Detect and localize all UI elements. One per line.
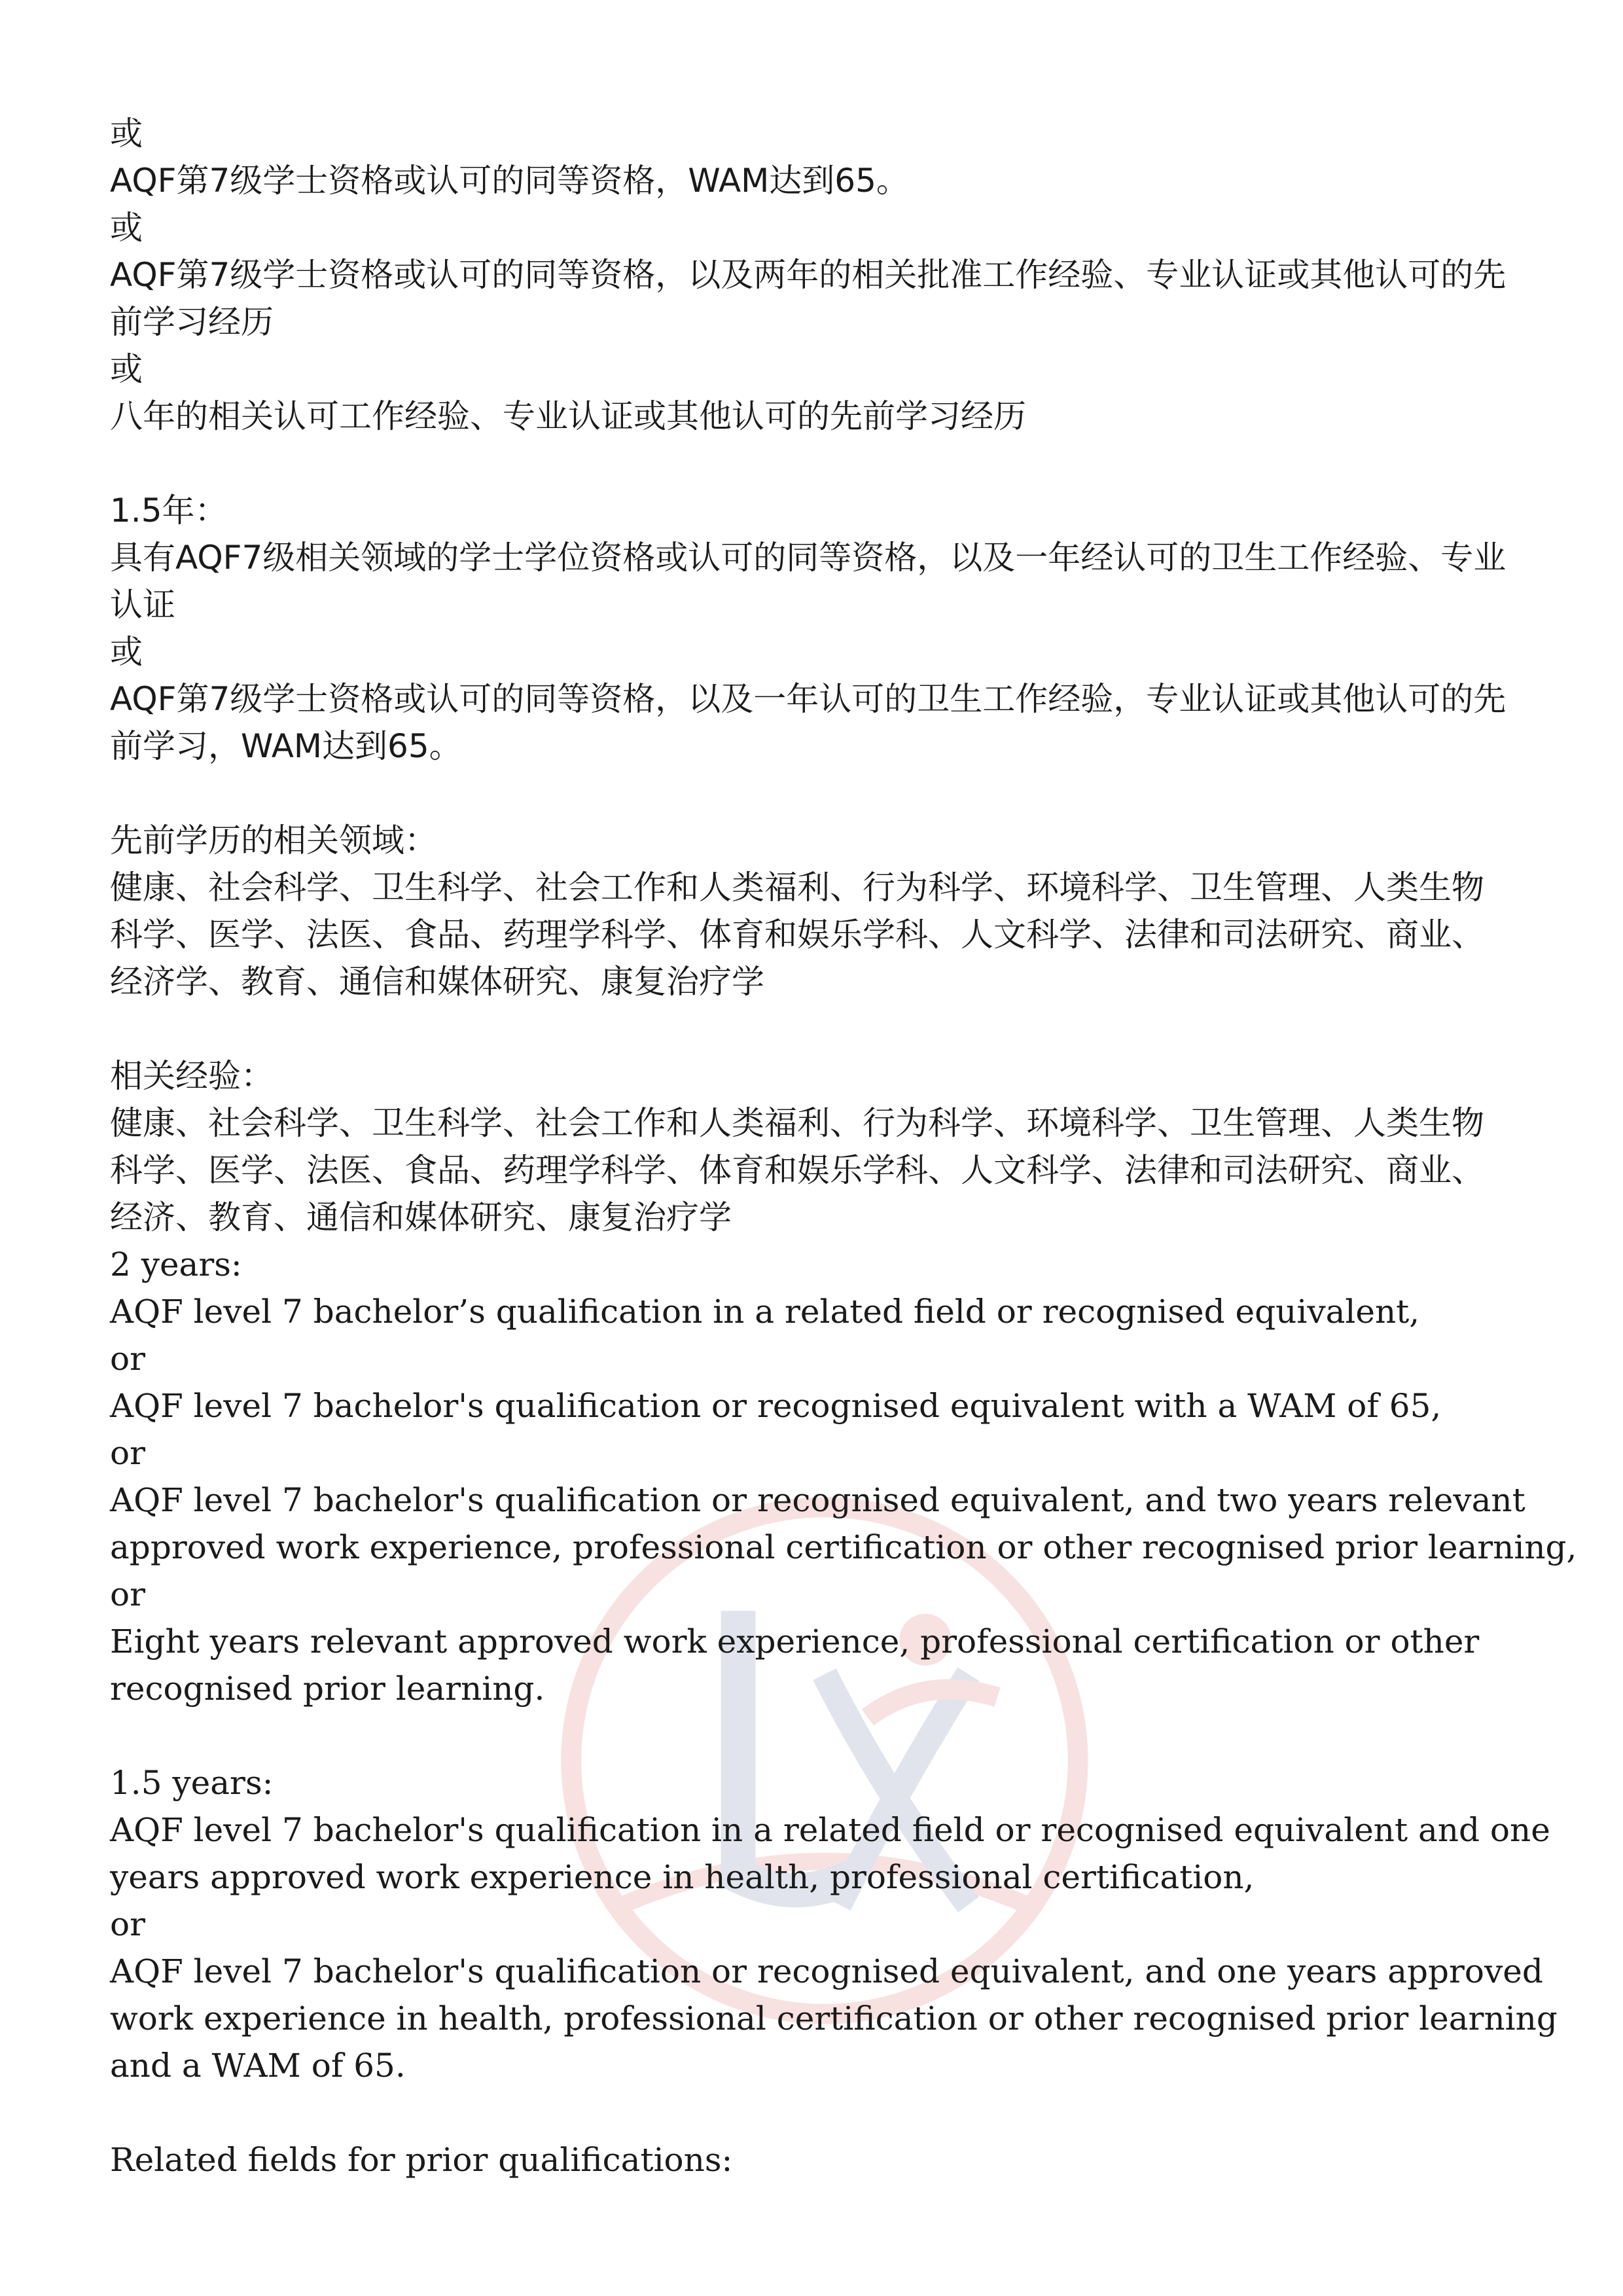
text-line: AQF level 7 bachelor's qualification or recognised equivalent, and two years relevant	[110, 1481, 1525, 1519]
text-line: 或	[110, 115, 143, 152]
text-line: 经济、教育、通信和媒体研究、康复治疗学	[110, 1198, 732, 1236]
text-line: 或	[110, 209, 143, 247]
text-line: 八年的相关认可工作经验、专业认证或其他认可的先前学习经历	[110, 397, 1026, 435]
text-line: or	[110, 1575, 146, 1613]
text-line: 先前学历的相关领域：	[110, 821, 437, 859]
text-line: 具有AQF7级相关领域的学士学位资格或认可的同等资格，以及一年经认可的卫生工作经验、专业	[110, 539, 1507, 577]
document-body	[110, 110, 1577, 2183]
text-line: 认证	[110, 586, 175, 624]
text-line: AQF level 7 bachelor's qualification or recognised equivalent, and one years approved	[110, 1952, 1543, 1990]
text-line: recognised prior learning.	[110, 1670, 545, 1708]
text-line: approved work experience, professional certification or other recognised prior learning,	[110, 1528, 1577, 1566]
text-line: AQF第7级学士资格或认可的同等资格，以及一年认可的卫生工作经验，专业认证或其他认可的先	[110, 680, 1507, 718]
text-line: 健康、社会科学、卫生科学、社会工作和人类福利、行为科学、环境科学、卫生管理、人类生物	[110, 869, 1484, 906]
text-line: Eight years relevant approved work experience, professional certification or other	[110, 1623, 1480, 1660]
text-line: 相关经验：	[110, 1057, 274, 1095]
text-line: AQF level 7 bachelor’s qualification in a related field or recognised equivalent,	[110, 1293, 1420, 1331]
text-line: 科学、医学、法医、食品、药理学科学、体育和娱乐学科、人文科学、法律和司法研究、商业、	[110, 916, 1484, 954]
text-line: 1.5年：	[110, 492, 228, 529]
paragraph-gap	[110, 1712, 1517, 1759]
text-line: 科学、医学、法医、食品、药理学科学、体育和娱乐学科、人文科学、法律和司法研究、商业、	[110, 1151, 1484, 1189]
text-line: 1.5 years:	[110, 1764, 274, 1802]
text-line: 前学习，WAM达到65。	[110, 727, 462, 765]
text-line: 或	[110, 633, 143, 671]
text-line: 健康、社会科学、卫生科学、社会工作和人类福利、行为科学、环境科学、卫生管理、人类生物	[110, 1104, 1484, 1142]
text-line: 前学习经历	[110, 303, 274, 341]
paragraph-gap	[110, 770, 1517, 817]
text-line: AQF第7级学士资格或认可的同等资格，以及两年的相关批准工作经验、专业认证或其他认可的先	[110, 256, 1507, 294]
text-line: years approved work experience in health, professional certification,	[110, 1858, 1255, 1896]
text-line: 经济学、教育、通信和媒体研究、康复治疗学	[110, 963, 764, 1001]
paragraph-gap	[110, 440, 1517, 487]
paragraph-gap	[110, 2089, 1517, 2136]
text-line: AQF第7级学士资格或认可的同等资格，WAM达到65。	[110, 162, 909, 200]
text-line: and a WAM of 65.	[110, 2047, 406, 2085]
text-line: 2 years:	[110, 1246, 242, 1283]
text-line: 或	[110, 350, 143, 388]
text-line: work experience in health, professional certification or other recognised prior learning	[110, 2000, 1558, 2037]
paragraph-gap	[110, 1005, 1517, 1052]
text-line: Related fields for prior qualifications:	[110, 2141, 733, 2179]
text-line: or	[110, 1340, 146, 1378]
text-line: AQF level 7 bachelor's qualification in a related field or recognised equivalent and one	[110, 1811, 1550, 1849]
text-line: or	[110, 1905, 146, 1943]
text-line: AQF level 7 bachelor's qualification or recognised equivalent with a WAM of 65,	[110, 1387, 1442, 1425]
text-line: or	[110, 1434, 146, 1472]
